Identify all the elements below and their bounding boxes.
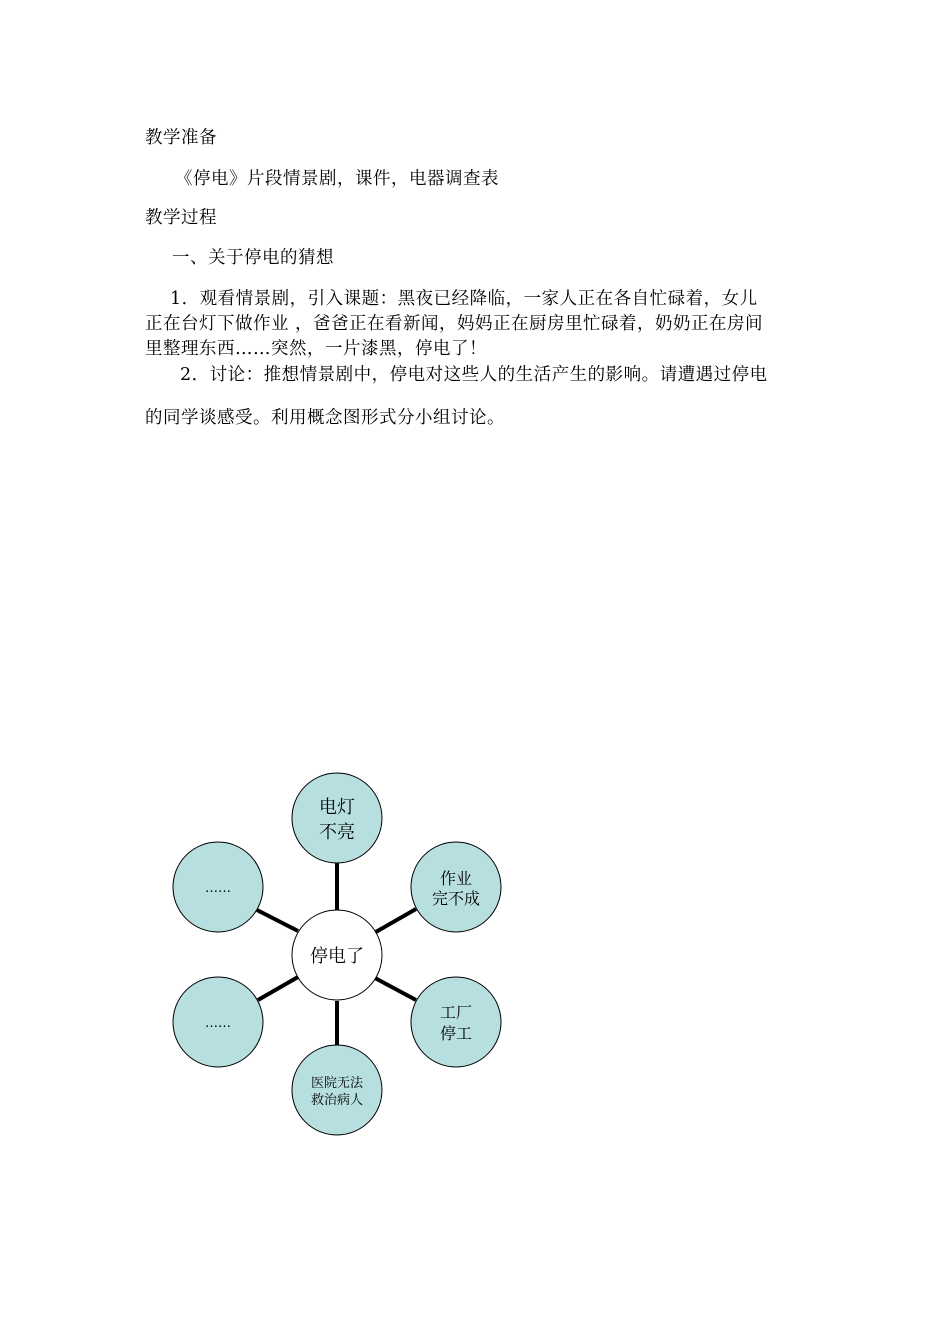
node-upper-right-line1: 作业 <box>439 869 473 888</box>
materials-text: 《停电》片段情景剧，课件，电器调查表 <box>175 169 499 189</box>
node-center <box>292 910 382 1000</box>
node-top-circle <box>292 773 382 863</box>
part1-title: 一、关于停电的猜想 <box>172 248 334 268</box>
node-lower-right-line2: 停工 <box>439 1024 473 1043</box>
node-upper-left-line1: …… <box>205 881 231 896</box>
node-center-label: 停电了 <box>310 946 364 967</box>
node-lower-right <box>411 977 501 1067</box>
node-bottom <box>292 1045 382 1135</box>
node-lower-right-circle <box>411 977 501 1067</box>
node-lower-left <box>173 977 263 1067</box>
node-lower-left-line1: …… <box>205 1016 231 1031</box>
node-bottom-line2: 救治病人 <box>310 1093 364 1108</box>
connector-upper-left <box>257 910 298 931</box>
connector-lower-left <box>258 977 298 1000</box>
connector-upper-right <box>374 909 416 933</box>
step2-line2: 的同学谈感受。利用概念图形式分小组讨论。 <box>145 408 505 428</box>
step1-line2: 正在台灯下做作业 ，爸爸正在看新闻，妈妈正在厨房里忙碌着，奶奶正在房间 <box>145 314 764 334</box>
node-lower-right-line1: 工厂 <box>439 1003 473 1022</box>
step1-line1: 1．观看情景剧，引入课题：黑夜已经降临，一家人正在各自忙碌着，女儿 <box>170 289 758 309</box>
node-top <box>292 773 382 863</box>
node-top-line1: 电灯 <box>319 797 355 818</box>
step2-line1: 2．讨论：推想情景剧中，停电对这些人的生活产生的影响。请遭遇过停电 <box>180 365 768 385</box>
step1-line3: 里整理东西……突然，一片漆黑，停电了！ <box>145 339 487 359</box>
node-bottom-line1: 医院无法 <box>310 1076 364 1091</box>
heading-process: 教学过程 <box>145 208 217 228</box>
heading-prep: 教学准备 <box>145 128 217 148</box>
connector-lower-right <box>375 978 416 1000</box>
node-upper-left <box>173 842 263 932</box>
node-upper-right <box>411 842 501 932</box>
node-top-line2: 不亮 <box>319 822 355 843</box>
node-upper-right-line2: 完不成 <box>431 889 481 908</box>
